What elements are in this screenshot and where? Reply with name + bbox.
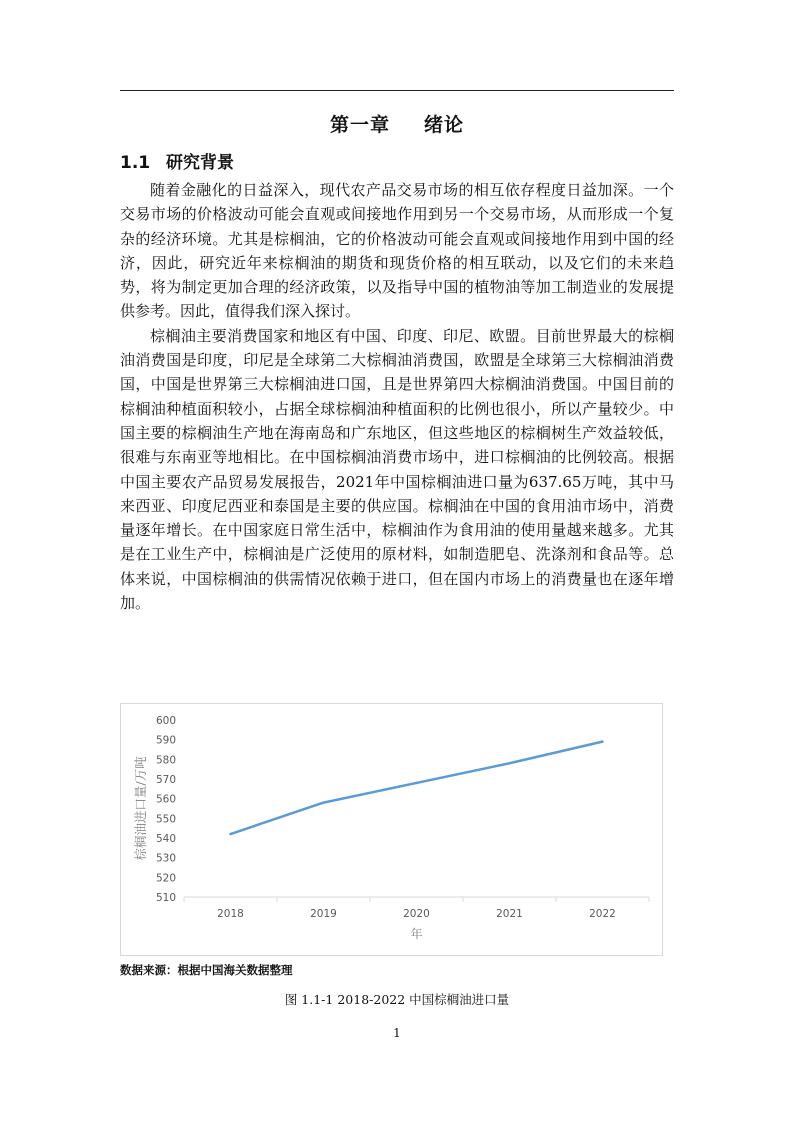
data-point bbox=[508, 762, 510, 764]
y-tick-label: 590 bbox=[155, 734, 176, 747]
series-line bbox=[231, 742, 603, 834]
y-tick-label: 570 bbox=[155, 774, 176, 786]
data-source-note: 数据来源：根据中国海关数据整理 bbox=[120, 963, 293, 977]
x-axis-label: 年 bbox=[410, 927, 423, 941]
paragraph: 棕榈油主要消费国家和地区有中国、印度、印尼、欧盟。目前世界最大的棕榈油消费国是印度，印尼是全球第二大棕榈油消费国，欧盟是全球第三大棕榈油消费国，中国是世界第三大棕榈油进口国，且是世界第四大棕榈油消费国。中国目前的棕榈油种植面积较小，占据全球棕榈油种植面积的比例也很小，所以产量较少。中国主要的棕榈油生产地在海南岛和广东地区，但这些地区的棕榈树生产效益较低，很难与东南亚等地相比。在中国棕榈油消费市场中，进口棕榈油的比例较高。根据中国主要农产品贸易发展报告，2021年中国棕榈油进口量为637.65万吨，其中马来西亚、印度尼西亚和泰国是主要的供应国。棕榈油在中国的食用油市场中，消费量逐年增长。在中国家庭日常生活中，棕榈油作为食用油的使用量越来越多。尤其是在工业生产中，棕榈油是广泛使用的原材料，如制造肥皂、洗涤剂和食品等。总体来说，中国棕榈油的供需情况依赖于进口，但在国内市场上的消费量也在逐年增加。 bbox=[120, 326, 674, 613]
import-volume-chart bbox=[120, 703, 663, 956]
y-tick-label: 530 bbox=[155, 852, 176, 865]
body-text bbox=[120, 178, 674, 615]
data-point bbox=[415, 782, 417, 784]
chapter-number: 第一章 bbox=[329, 114, 390, 136]
x-tick-label: 2020 bbox=[403, 908, 430, 920]
y-tick-label: 510 bbox=[155, 892, 176, 904]
x-tick-label: 2019 bbox=[310, 908, 337, 920]
chapter-title: 绪论 bbox=[424, 114, 465, 136]
y-tick-label: 520 bbox=[155, 872, 176, 885]
x-tick-label: 2022 bbox=[589, 908, 616, 920]
figure-caption: 图 1.1-1 2018-2022 中国棕榈油进口量 bbox=[284, 992, 510, 1007]
y-tick-label: 540 bbox=[155, 833, 176, 845]
y-tick-label: 600 bbox=[155, 715, 176, 727]
section-title: 研究背景 bbox=[166, 153, 234, 173]
y-tick-label: 550 bbox=[155, 813, 176, 826]
page-number: 1 bbox=[393, 1026, 401, 1040]
chapter-heading bbox=[120, 110, 674, 137]
y-axis-label: 棕榈油进口量/万吨 bbox=[133, 756, 148, 861]
y-tick-label: 560 bbox=[155, 793, 176, 806]
section-heading bbox=[120, 148, 234, 173]
header-rule bbox=[120, 90, 674, 91]
data-point bbox=[229, 833, 231, 835]
x-tick-label: 2018 bbox=[217, 908, 244, 920]
data-point bbox=[322, 801, 324, 803]
y-tick-label: 580 bbox=[155, 754, 176, 767]
x-tick-label: 2021 bbox=[496, 908, 523, 920]
paragraph: 随着金融化的日益深入，现代农产品交易市场的相互依存程度日益加深。一个交易市场的价格波动可能会直观或间接地作用到另一个交易市场，从而形成一个复杂的经济环境。尤其是棕榈油，它的价格波动可能会直观或间接地作用到中国的经济，因此，研究近年来棕榈油的期货和现货价格的相互联动，以及它们的未来趋势，将为制定更加合理的经济政策，以及指导中国的植物油等加工制造业的发展提供参考。因此，值得我们深入探讨。 bbox=[120, 181, 674, 321]
section-number: 1.1 bbox=[120, 153, 151, 173]
chart-svg bbox=[121, 704, 662, 955]
data-point bbox=[601, 740, 603, 742]
